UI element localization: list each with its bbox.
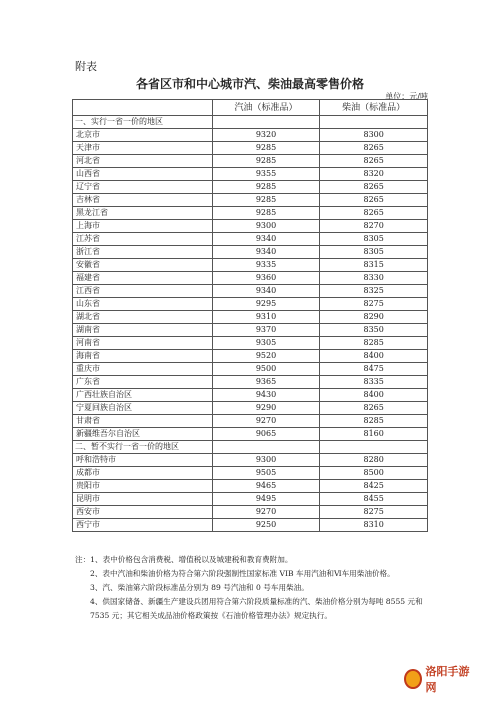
region-cell: 昆明市 [73, 493, 213, 506]
region-cell: 宁夏回族自治区 [73, 402, 213, 415]
diesel-price-cell: 8330 [320, 272, 428, 285]
table-row [73, 493, 428, 506]
empty-cell [212, 116, 320, 129]
empty-cell [320, 116, 428, 129]
unit-label: 单位：元/吨 [385, 92, 428, 101]
diesel-price-cell: 8300 [320, 129, 428, 142]
diesel-price-cell: 8320 [320, 168, 428, 181]
region-cell: 广西壮族自治区 [73, 389, 213, 402]
diesel-price-cell: 8305 [320, 233, 428, 246]
gasoline-price-cell: 9360 [212, 272, 320, 285]
gasoline-price-cell: 9065 [212, 428, 320, 441]
table-row [73, 298, 428, 311]
diesel-price-cell: 8265 [320, 142, 428, 155]
region-cell: 海南省 [73, 350, 213, 363]
diesel-price-cell: 8280 [320, 454, 428, 467]
gasoline-price-cell: 9285 [212, 155, 320, 168]
region-cell: 山东省 [73, 298, 213, 311]
notes [75, 553, 435, 623]
table-row [73, 272, 428, 285]
price-table [72, 99, 428, 532]
gasoline-price-cell: 9300 [212, 220, 320, 233]
diesel-price-cell: 8500 [320, 467, 428, 480]
watermark [404, 665, 472, 694]
table-row [73, 350, 428, 363]
note-2: 2、表中汽油和柴油价格为符合第六阶段强制性国家标准 VIB 车用汽油和Ⅵ车用柴油价格。 [90, 569, 395, 578]
region-cell: 吉林省 [73, 194, 213, 207]
table-row [73, 467, 428, 480]
table-row [73, 519, 428, 532]
table-row [73, 324, 428, 337]
diesel-price-cell: 8290 [320, 311, 428, 324]
page-title: 各省区市和中心城市汽、柴油最高零售价格 [135, 77, 364, 91]
diesel-price-cell: 8325 [320, 285, 428, 298]
diesel-price-cell: 8455 [320, 493, 428, 506]
table-row [73, 246, 428, 259]
diesel-price-cell: 8285 [320, 337, 428, 350]
region-cell: 河北省 [73, 155, 213, 168]
table-row [73, 428, 428, 441]
region-cell: 新疆维吾尔自治区 [73, 428, 213, 441]
gasoline-price-cell: 9285 [212, 181, 320, 194]
diesel-price-cell: 8265 [320, 207, 428, 220]
table-row [73, 376, 428, 389]
table-row [73, 337, 428, 350]
region-cell: 福建省 [73, 272, 213, 285]
empty-cell [320, 441, 428, 454]
diesel-price-cell: 8265 [320, 181, 428, 194]
region-cell: 黑龙江省 [73, 207, 213, 220]
gasoline-price-cell: 9335 [212, 259, 320, 272]
diesel-price-cell: 8400 [320, 389, 428, 402]
region-cell: 广东省 [73, 376, 213, 389]
watermark-logo-icon [404, 669, 422, 689]
note-1: 注：1、表中价格包含消费税、增值税以及城建税和教育费附加。 [75, 555, 293, 564]
diesel-price-cell: 8335 [320, 376, 428, 389]
region-cell: 西宁市 [73, 519, 213, 532]
region-cell: 贵阳市 [73, 480, 213, 493]
table-row [73, 506, 428, 519]
diesel-price-cell: 8270 [320, 220, 428, 233]
attachment-label: 附表 [75, 60, 97, 73]
gasoline-price-cell: 9500 [212, 363, 320, 376]
table-row [73, 363, 428, 376]
diesel-price-cell: 8315 [320, 259, 428, 272]
region-cell: 西安市 [73, 506, 213, 519]
diesel-price-cell: 8265 [320, 194, 428, 207]
region-cell: 上海市 [73, 220, 213, 233]
diesel-price-cell: 8275 [320, 298, 428, 311]
diesel-price-cell: 8160 [320, 428, 428, 441]
table-row [73, 194, 428, 207]
table-row [73, 311, 428, 324]
header-gasoline: 汽油（标准品） [212, 100, 320, 116]
region-cell: 河南省 [73, 337, 213, 350]
table-row [73, 155, 428, 168]
table-row [73, 129, 428, 142]
gasoline-price-cell: 9270 [212, 415, 320, 428]
diesel-price-cell: 8305 [320, 246, 428, 259]
region-cell: 浙江省 [73, 246, 213, 259]
diesel-price-cell: 8275 [320, 506, 428, 519]
gasoline-price-cell: 9285 [212, 142, 320, 155]
table-row [73, 285, 428, 298]
region-cell: 辽宁省 [73, 181, 213, 194]
diesel-price-cell: 8265 [320, 155, 428, 168]
gasoline-price-cell: 9340 [212, 246, 320, 259]
region-cell: 江苏省 [73, 233, 213, 246]
table-row [73, 220, 428, 233]
gasoline-price-cell: 9300 [212, 454, 320, 467]
gasoline-price-cell: 9365 [212, 376, 320, 389]
table-row [73, 168, 428, 181]
diesel-price-cell: 8265 [320, 402, 428, 415]
watermark-text: 洛阳手游网 [425, 665, 470, 694]
gasoline-price-cell: 9340 [212, 233, 320, 246]
gasoline-price-cell: 9285 [212, 207, 320, 220]
gasoline-price-cell: 9305 [212, 337, 320, 350]
region-cell: 北京市 [73, 129, 213, 142]
region-cell: 天津市 [73, 142, 213, 155]
table-row [73, 480, 428, 493]
gasoline-price-cell: 9270 [212, 506, 320, 519]
gasoline-price-cell: 9340 [212, 285, 320, 298]
gasoline-price-cell: 9520 [212, 350, 320, 363]
table-header-row [73, 100, 428, 116]
region-cell: 成都市 [73, 467, 213, 480]
gasoline-price-cell: 9355 [212, 168, 320, 181]
table-row [73, 259, 428, 272]
region-cell: 安徽省 [73, 259, 213, 272]
diesel-price-cell: 8425 [320, 480, 428, 493]
gasoline-price-cell: 9430 [212, 389, 320, 402]
table-row [73, 142, 428, 155]
gasoline-price-cell: 9495 [212, 493, 320, 506]
table-body [73, 116, 428, 532]
table-row [73, 207, 428, 220]
diesel-price-cell: 8310 [320, 519, 428, 532]
table-row [73, 233, 428, 246]
gasoline-price-cell: 9250 [212, 519, 320, 532]
diesel-price-cell: 8400 [320, 350, 428, 363]
gasoline-price-cell: 9285 [212, 194, 320, 207]
note-3: 3、汽、柴油第六阶段标准品分别为 89 号汽油和 0 号车用柴油。 [90, 583, 309, 592]
empty-cell [212, 441, 320, 454]
section-row [73, 441, 428, 454]
gasoline-price-cell: 9505 [212, 467, 320, 480]
section-label: 二、暂不实行一省一价的地区 [73, 441, 213, 454]
section-row [73, 116, 428, 129]
table-row [73, 402, 428, 415]
diesel-price-cell: 8475 [320, 363, 428, 376]
gasoline-price-cell: 9290 [212, 402, 320, 415]
region-cell: 湖南省 [73, 324, 213, 337]
gasoline-price-cell: 9320 [212, 129, 320, 142]
gasoline-price-cell: 9295 [212, 298, 320, 311]
diesel-price-cell: 8350 [320, 324, 428, 337]
table-row [73, 181, 428, 194]
gasoline-price-cell: 9310 [212, 311, 320, 324]
diesel-price-cell: 8285 [320, 415, 428, 428]
region-cell: 湖北省 [73, 311, 213, 324]
note-4: 4、供国家储备、新疆生产建设兵团用符合第六阶段质量标准的汽、柴油价格分别为每吨 8555 元和 7535 元；其它相关成品油价格政策按《石油价格管理办法》规定执行。 [90, 597, 423, 620]
header-diesel: 柴油（标准品） [320, 100, 428, 116]
table-row [73, 389, 428, 402]
region-cell: 呼和浩特市 [73, 454, 213, 467]
region-cell: 山西省 [73, 168, 213, 181]
table-row [73, 454, 428, 467]
gasoline-price-cell: 9370 [212, 324, 320, 337]
region-cell: 江西省 [73, 285, 213, 298]
region-cell: 重庆市 [73, 363, 213, 376]
header-region [73, 100, 213, 116]
table-row [73, 415, 428, 428]
region-cell: 甘肃省 [73, 415, 213, 428]
gasoline-price-cell: 9465 [212, 480, 320, 493]
section-label: 一、实行一省一价的地区 [73, 116, 213, 129]
